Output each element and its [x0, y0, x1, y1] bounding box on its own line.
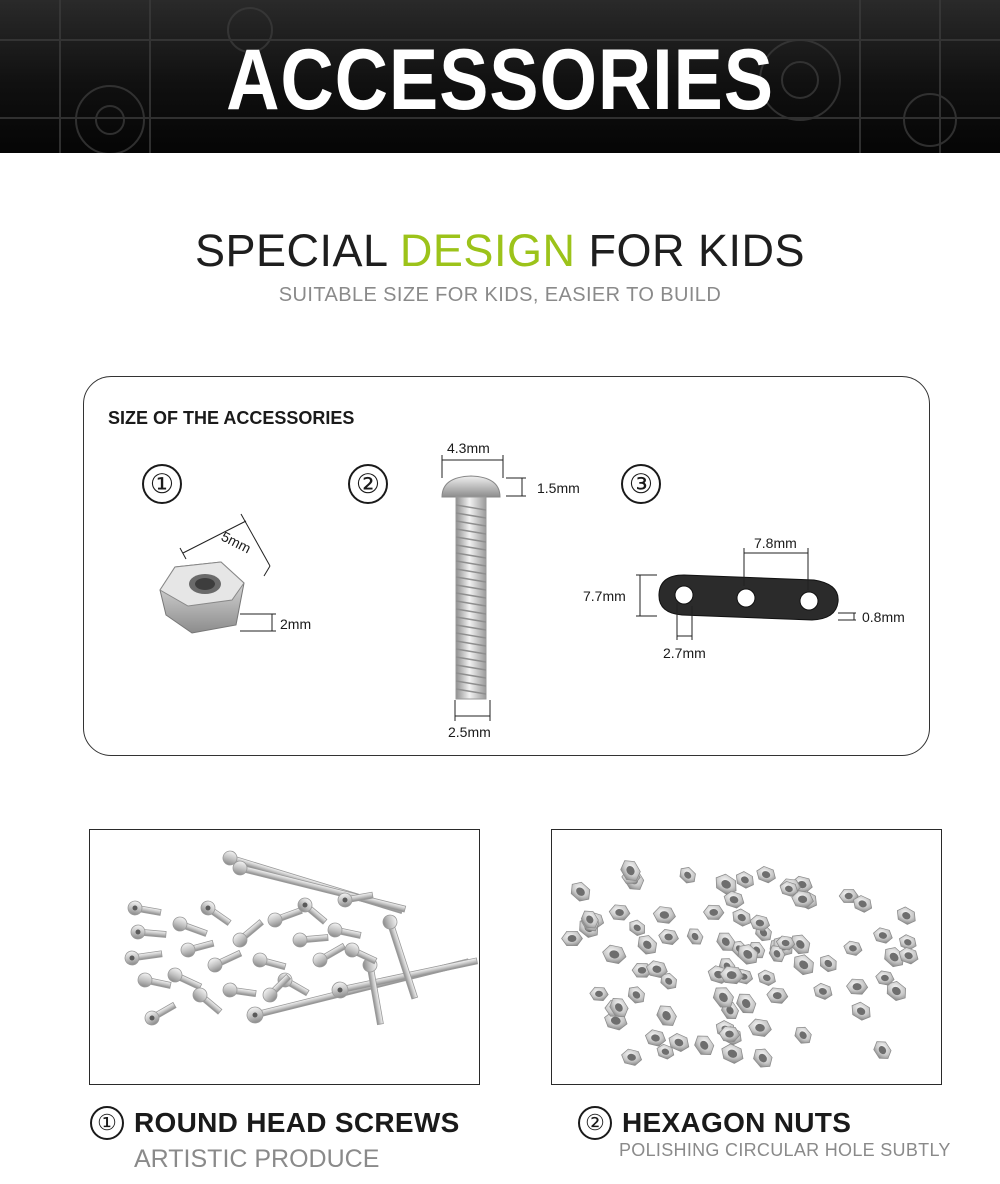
nut-icon — [625, 983, 648, 1006]
nut-icon — [620, 1048, 643, 1067]
nut-icon — [747, 1018, 772, 1037]
nut-icon — [848, 999, 874, 1023]
caption-subtitle-nuts: POLISHING CIRCULAR HOLE SUBTLY — [619, 1140, 951, 1160]
nut-icon — [718, 1041, 746, 1066]
nut-icon — [626, 917, 648, 938]
nut-icon — [811, 981, 834, 1001]
screws-pile-icon — [90, 830, 480, 1085]
caption-title-nuts: HEXAGON NUTS — [622, 1107, 852, 1138]
subheadline: SUITABLE SIZE FOR KIDS, EASIER TO BUILD — [278, 284, 722, 306]
item-number-1: ① — [142, 464, 182, 504]
nut-icon — [750, 1045, 776, 1071]
nut-icon — [691, 1032, 717, 1060]
nuts-pile-icon — [552, 830, 942, 1085]
nut-height-label: 2mm — [280, 616, 312, 632]
caption-subtitle-screws: ARTISTIC PRODUCE — [134, 1145, 380, 1173]
nut-icon — [562, 931, 583, 945]
nut-icon — [601, 944, 628, 965]
nut-icon — [872, 927, 894, 945]
nut-icon — [733, 869, 757, 890]
nut-icon — [677, 864, 699, 886]
strip-width-label: 7.7mm — [583, 588, 626, 604]
nut-icon — [609, 904, 631, 920]
round-head-screws-photo — [89, 829, 480, 1085]
nut-icon — [652, 906, 676, 924]
item-number-3: ③ — [621, 464, 661, 504]
nut-icon — [703, 905, 724, 920]
headline-part2: FOR KIDS — [575, 225, 805, 276]
item-number-2: ② — [348, 464, 388, 504]
nut-icon — [842, 940, 863, 957]
screw-head-height-label: 1.5mm — [537, 480, 580, 496]
nut-icon — [754, 865, 778, 885]
headline-part1: SPECIAL — [195, 225, 400, 276]
screw-icon — [442, 476, 500, 699]
nut-icon — [817, 952, 841, 974]
nut-icon — [756, 968, 778, 987]
screw-head-width-label: 4.3mm — [447, 440, 490, 456]
strip-hole-spacing-label: 7.8mm — [754, 535, 797, 551]
nut-icon — [589, 987, 608, 1001]
nut-icon — [685, 925, 706, 947]
nut-icon — [871, 1038, 894, 1063]
nut-width-label: 5mm — [218, 528, 254, 557]
nut-icon — [567, 879, 594, 905]
caption-title-screws: ROUND HEAD SCREWS — [134, 1107, 460, 1138]
connecting-strip-icon — [659, 575, 838, 620]
nut-icon — [790, 951, 818, 979]
hex-nut-icon — [160, 562, 244, 633]
strip-hole-diameter-label: 2.7mm — [663, 645, 706, 661]
caption-number-2: ② — [578, 1106, 612, 1140]
nut-icon — [658, 929, 680, 946]
caption-number-1: ① — [90, 1106, 124, 1140]
banner-title: ACCESSORIES — [226, 32, 774, 128]
hexagon-nuts-photo — [551, 829, 942, 1085]
nut-icon — [792, 1023, 815, 1046]
headline-accent: DESIGN — [399, 225, 576, 276]
nut-icon — [654, 1002, 680, 1030]
nut-icon — [729, 906, 754, 929]
strip-thickness-label: 0.8mm — [862, 609, 905, 625]
size-panel-title: SIZE OF THE ACCESSORIES — [108, 408, 355, 428]
nut-icon — [766, 987, 788, 1004]
nut-icon — [894, 904, 919, 927]
nut-icon — [846, 979, 868, 995]
screw-shaft-width-label: 2.5mm — [448, 724, 491, 740]
